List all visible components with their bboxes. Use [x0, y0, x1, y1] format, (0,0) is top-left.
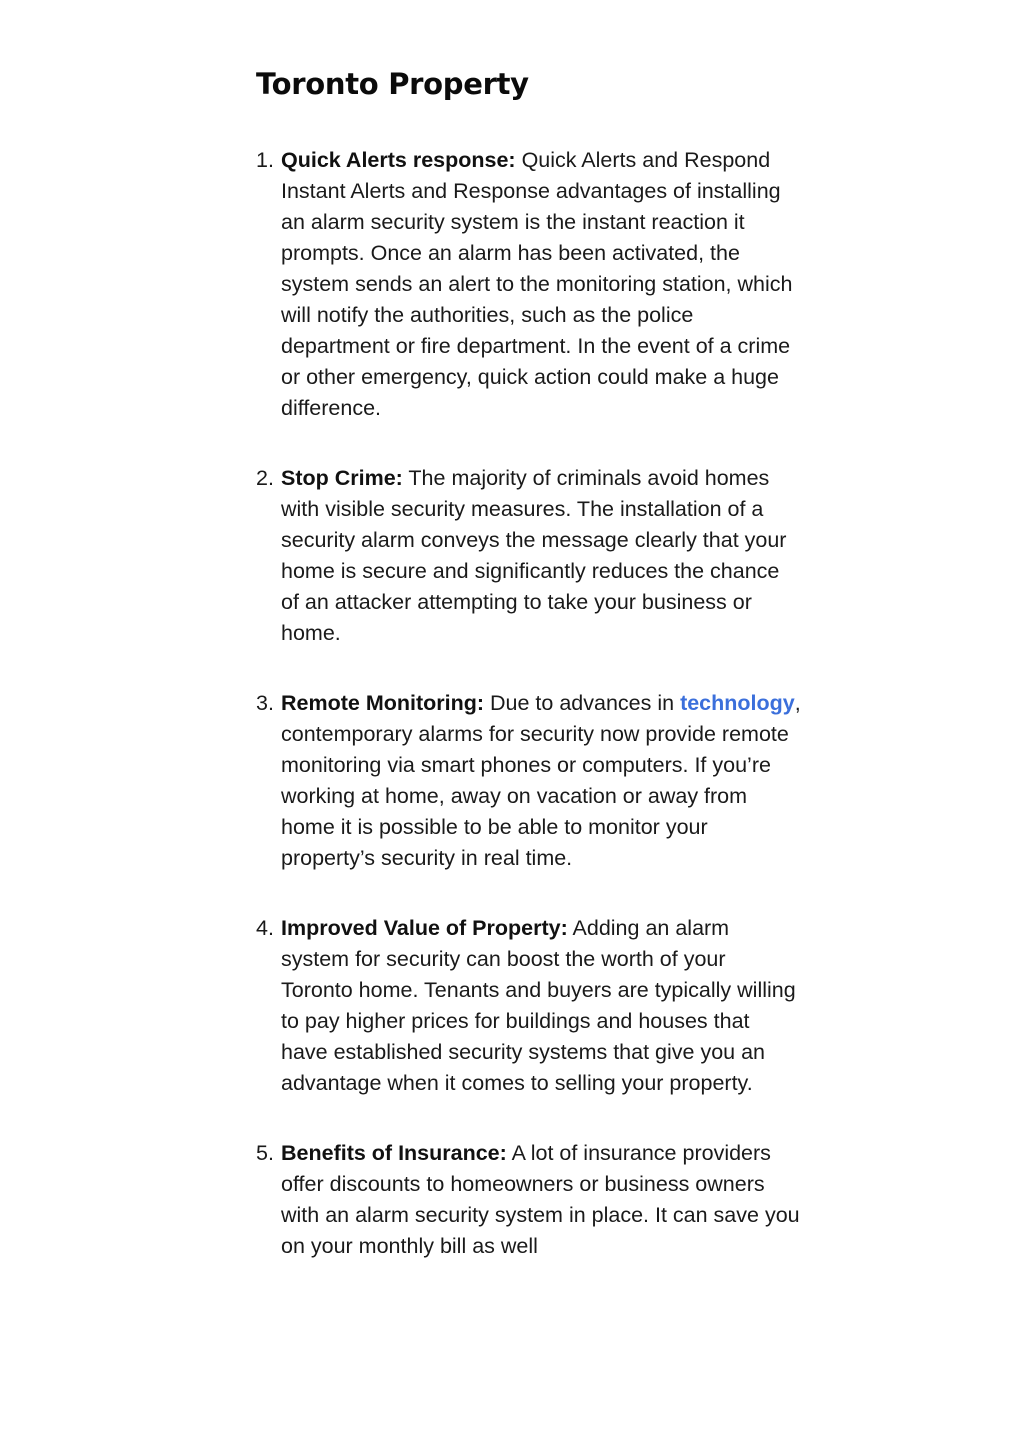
- page-title: Toronto Property: [256, 67, 529, 101]
- list-item-number: 1.: [256, 148, 274, 172]
- list-item-number: 2.: [256, 466, 274, 490]
- list-item-text: Adding an alarm system for security can boost the worth of your Toronto home. Tenants and buyers are typically willing to pay higher prices for buildings and houses that have established security systems that give you an advantage when it comes to selling your property.: [281, 916, 796, 1095]
- list-item-text: A lot of insurance providers offer discounts to homeowners or business owners with an alarm security system in place. It can save you on your monthly bill as well: [281, 1141, 800, 1258]
- list-item-text-after-link: , contemporary alarms for security now provide remote monitoring via smart phones or computers. If you’re working at home, away on vacation or away from home it is possible to be able to monitor your property’s security in real time.: [281, 691, 801, 870]
- list-item-text: The majority of criminals avoid homes with visible security measures. The installation of a security alarm conveys the message clearly that your home is secure and significantly reduces the chance of an attacker attempting to take your business or home.: [281, 466, 787, 645]
- list-item-property-value: [256, 913, 801, 1099]
- list-item-stop-crime: [256, 463, 801, 649]
- list-item-number: 5.: [256, 1141, 274, 1165]
- list-item-insurance: [256, 1138, 801, 1262]
- technology-link[interactable]: technology: [680, 691, 795, 715]
- list-item-number: 3.: [256, 691, 274, 715]
- list-item-text-before-link: Due to advances in: [484, 691, 681, 715]
- list-item-term: Quick Alerts response:: [281, 148, 516, 172]
- list-item-term: Remote Monitoring:: [281, 691, 485, 715]
- list-item-remote-monitoring: [256, 688, 801, 874]
- list-item-term: Benefits of Insurance:: [281, 1141, 507, 1165]
- document-page: [256, 62, 801, 1258]
- list-item-text: Quick Alerts and Respond Instant Alerts and Response advantages of installing an alarm security system is the instant reaction it prompts. Once an alarm has been activated, the system sends an alert to the monitoring station, which will notify the authorities, such as the police department or fire department. In the event of a crime or other emergency, quick action could make a huge difference.: [281, 148, 793, 420]
- benefits-list: [256, 145, 801, 1301]
- list-item-quick-alerts: [256, 145, 801, 424]
- list-item-term: Stop Crime:: [281, 466, 403, 490]
- list-item-term: Improved Value of Property:: [281, 916, 568, 940]
- list-item-number: 4.: [256, 916, 274, 940]
